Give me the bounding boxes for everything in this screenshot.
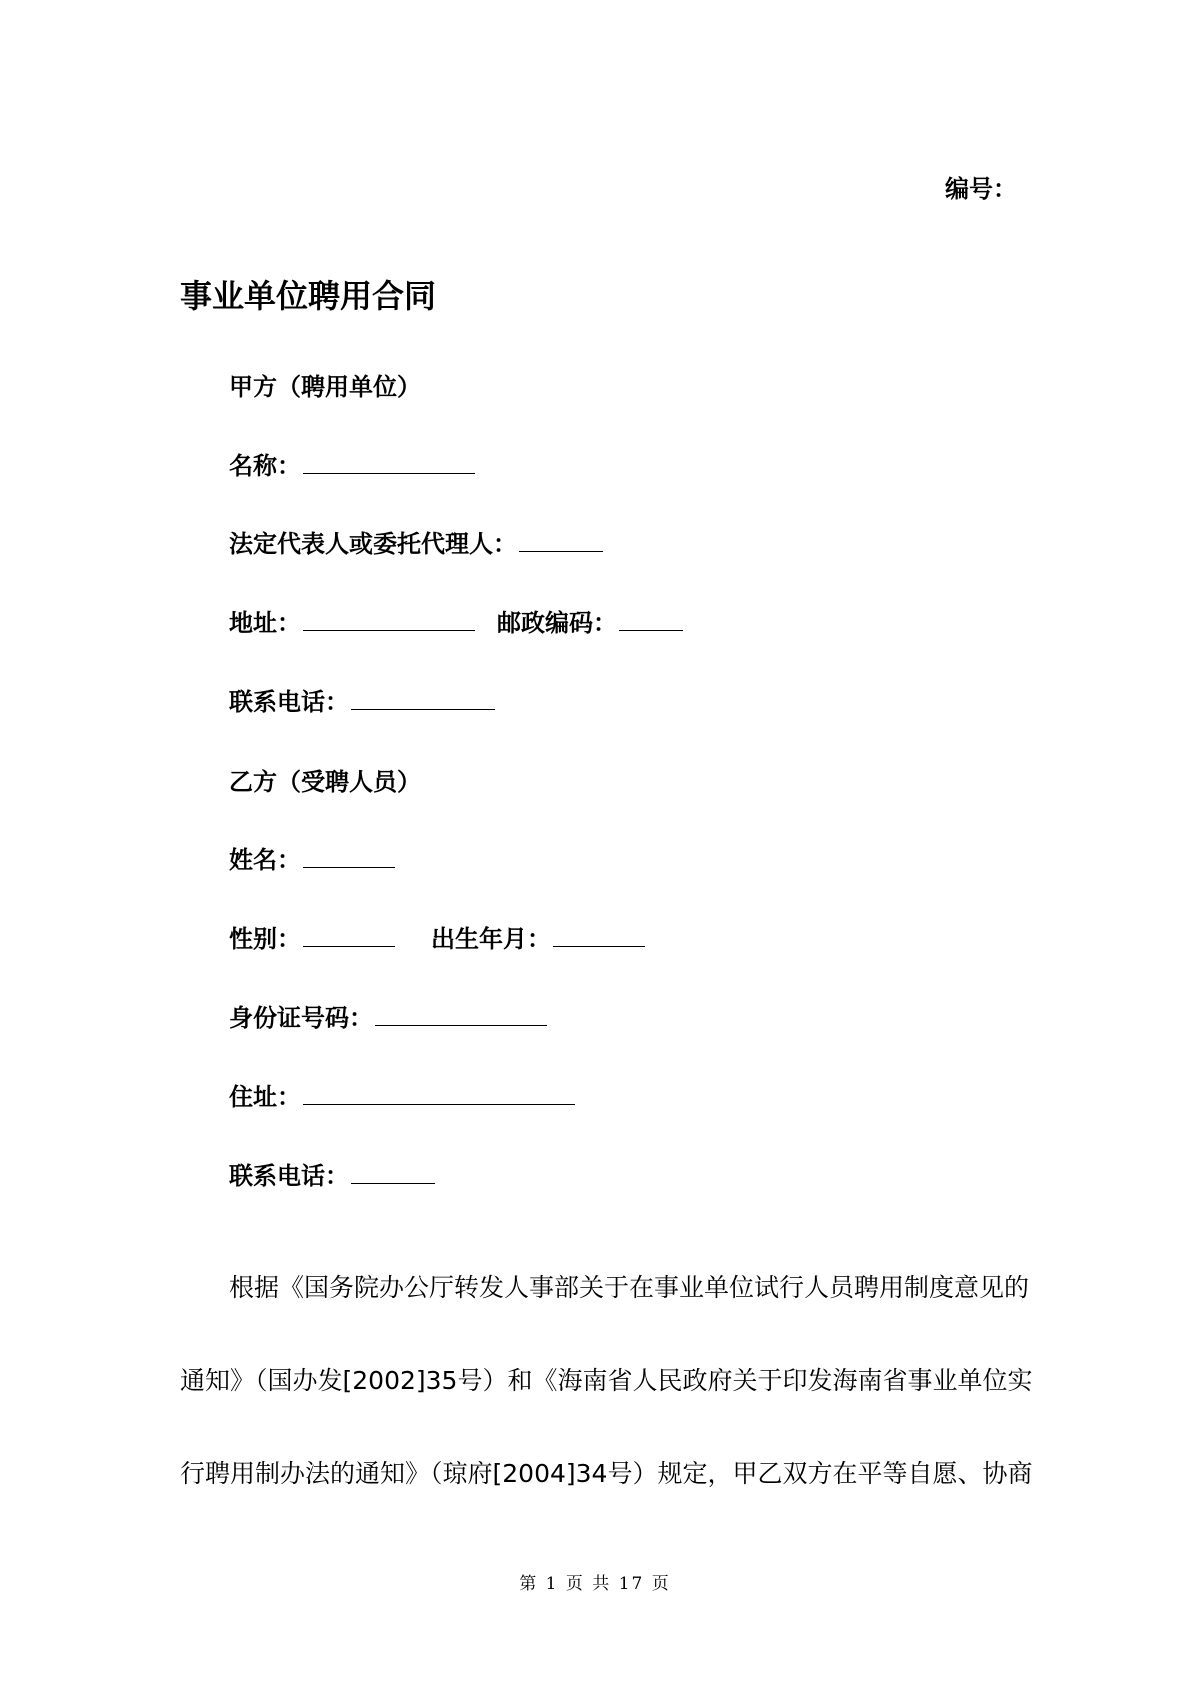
party-a-phone-label: 联系电话： (229, 688, 349, 716)
contract-number-label: 编号： (945, 175, 1017, 203)
party-a-address-blank[interactable] (303, 606, 475, 631)
party-b-birth-blank[interactable] (553, 922, 645, 947)
party-a-heading: 甲方（聘用单位） (229, 373, 421, 401)
party-b-address-row (229, 1080, 575, 1114)
party-b-name-label: 姓名： (229, 846, 301, 874)
party-a-rep-row (229, 527, 603, 561)
party-b-gender-label: 性别： (229, 925, 301, 953)
party-a-postcode-blank[interactable] (619, 606, 683, 631)
party-b-gender-row (229, 922, 645, 956)
party-b-name-blank[interactable] (303, 843, 395, 868)
party-a-name-label: 名称： (229, 452, 301, 480)
document-title: 事业单位聘用合同 (180, 277, 437, 315)
party-b-birth-label: 出生年月： (431, 925, 551, 953)
party-b-heading: 乙方（受聘人员） (229, 768, 421, 796)
party-b-gender-blank[interactable] (303, 922, 395, 947)
party-a-address-label: 地址： (229, 609, 301, 637)
party-a-rep-blank[interactable] (519, 527, 603, 552)
party-b-id-row (229, 1001, 547, 1035)
party-b-id-blank[interactable] (375, 1001, 547, 1026)
party-a-phone-row (229, 685, 495, 719)
body-line-3: 行聘用制办法的通知》（琼府[2004]34号）规定，甲乙双方在平等自愿、协商 (180, 1459, 1033, 1488)
party-a-address-row (229, 606, 683, 640)
party-a-phone-blank[interactable] (351, 685, 495, 710)
page-number: 第 1 页 共 17 页 (519, 1574, 671, 1594)
body-line-1: 根据《国务院办公厅转发人事部关于在事业单位试行人员聘用制度意见的 (229, 1273, 1030, 1302)
party-b-phone-blank[interactable] (351, 1159, 435, 1184)
party-b-name-row (229, 843, 395, 877)
party-a-postcode-label: 邮政编码： (497, 609, 617, 637)
party-a-name-blank[interactable] (303, 449, 475, 474)
party-a-rep-label: 法定代表人或委托代理人： (229, 530, 517, 558)
party-b-phone-label: 联系电话： (229, 1162, 349, 1190)
body-line-2: 通知》（国办发[2002]35号）和《海南省人民政府关于印发海南省事业单位实 (180, 1366, 1033, 1395)
party-b-id-label: 身份证号码： (229, 1004, 373, 1032)
party-b-phone-row (229, 1159, 435, 1193)
party-a-name-row (229, 449, 475, 483)
party-b-address-blank[interactable] (303, 1080, 575, 1105)
party-b-address-label: 住址： (229, 1083, 301, 1111)
